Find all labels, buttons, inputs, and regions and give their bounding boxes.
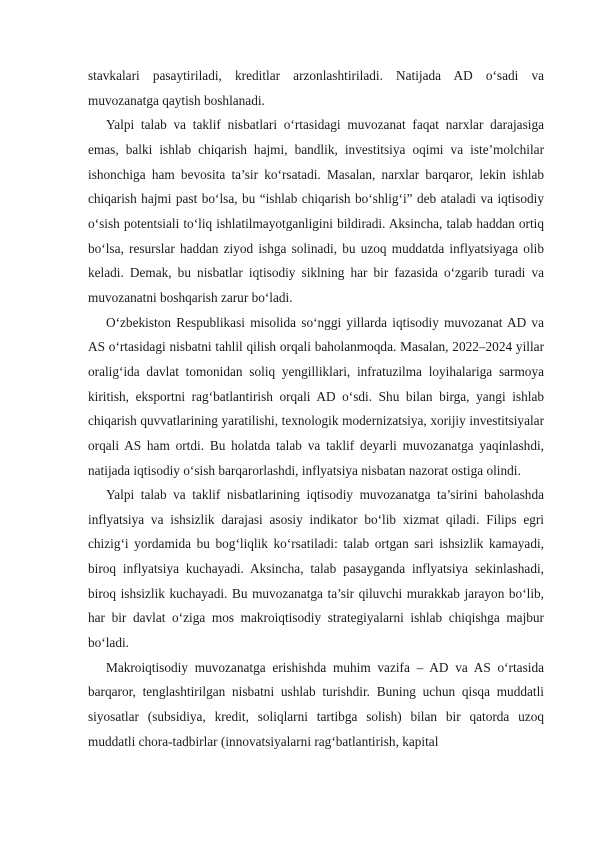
paragraph-4: Yalpi talab va taklif nisbatlarining iqtisodiy muvozanatga ta’sirini baholashda inflyatsiya va ishsizlik darajasi asosiy indikator bo‘lib xizmat qiladi. Filips egri chizig‘i yordamida bu bog‘liqlik ko‘rsatiladi: talab ortgan sari ishsizlik kamayadi, biroq inflyatsiya kuchayadi. Aksincha, talab pasayganda inflyatsiya sekinlashadi, biroq ishsizlik kuchayadi. Bu muvozanatga ta’sir qiluvchi murakkab jarayon bo‘lib, har bir davlat o‘ziga mos makroiqtisodiy strategiyalarni ishlab chiqishga majbur bo‘ladi. [88, 487, 544, 651]
paragraph-5: Makroiqtisodiy muvozanatga erishishda muhim vazifa – AD va AS o‘rtasida barqaror, tenglashtirilgan nisbatni ushlab turishdir. Buning uchun qisqa muddatli siyosatlar (subsidiya, kredit, soliqlarni tartibga solish) bilan bir qatorda uzoq muddatli chora-tadbirlar (innovatsiyalarni rag‘batlantirish, kapital [88, 659, 544, 749]
paragraph-2: Yalpi talab va taklif nisbatlari o‘rtasidagi muvozanat faqat narxlar darajasiga emas, balki ishlab chiqarish hajmi, bandlik, investitsiya oqimi va iste’molchilar ishonchiga ham bevosita ta’sir ko‘rsatadi. Masalan, narxlar barqaror, lekin ishlab chiqarish hajmi past bo‘lsa, bu “ishlab chiqarish bo‘shlig‘i” deb ataladi va iqtisodiy o‘sish potentsiali to‘liq ishlatilmayotganligini bildiradi. Aksincha, talab haddan ortiq bo‘lsa, resurslar haddan ziyod ishga solinadi, bu uzoq muddatda inflyatsiyaga olib keladi. Demak, bu nisbatlar iqtisodiy siklning har bir fazasida o‘zgarib turadi va muvozanatni boshqarish zarur bo‘ladi. [88, 117, 544, 305]
document-page [88, 64, 544, 754]
paragraph-1: stavkalari pasaytiriladi, kreditlar arzonlashtiriladi. Natijada AD o‘sadi va muvozanatga qaytish boshlanadi. [88, 68, 544, 108]
paragraph-3: O‘zbekiston Respublikasi misolida so‘nggi yillarda iqtisodiy muvozanat AD va AS o‘rtasidagi nisbatni tahlil qilish orqali baholanmoqda. Masalan, 2022–2024 yillar oralig‘ida davlat tomonidan soliq yengilliklari, infratuzilma loyihalariga sarmoya kiritish, eksportni rag‘batlantirish orqali AD o‘sdi. Shu bilan birga, yangi ishlab chiqarish quvvatlarining yaratilishi, texnologik modernizatsiya, xorijiy investitsiyalar orqali AS ham ortdi. Bu holatda talab va taklif deyarli muvozanatga yaqinlashdi, natijada iqtisodiy o‘sish barqarorlashdi, inflyatsiya nisbatan nazorat ostiga olindi. [88, 314, 544, 478]
